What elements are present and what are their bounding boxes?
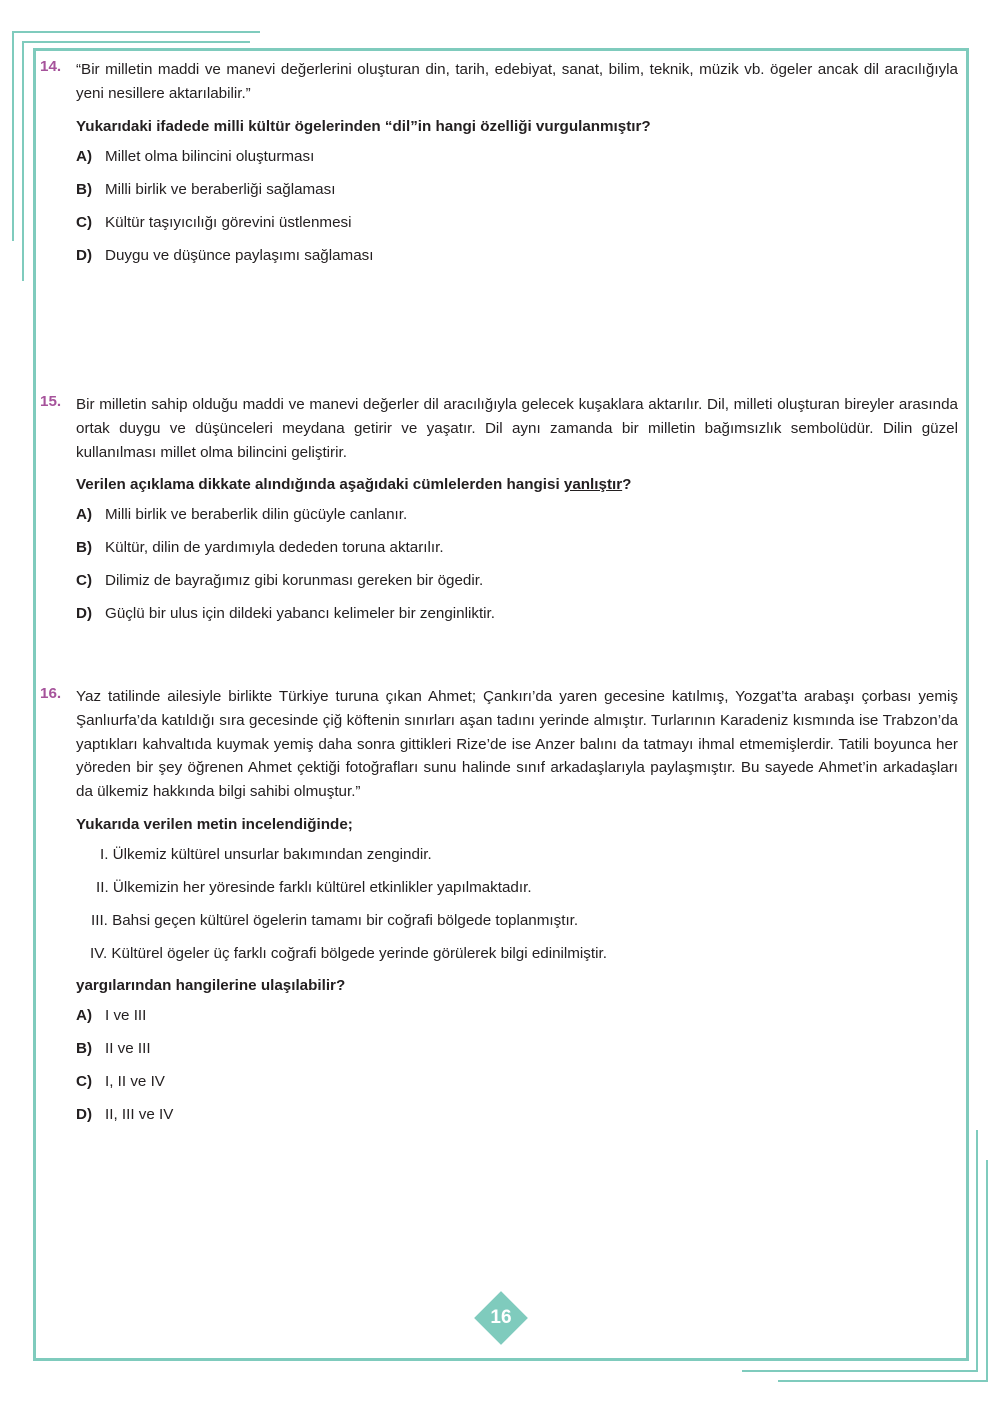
frame-left-outer-1 xyxy=(12,31,14,241)
option-text: Millet olma bilincini oluşturması xyxy=(105,147,315,165)
option-letter: C) xyxy=(76,213,93,231)
question-number: 16. xyxy=(40,685,62,702)
frame-left-line-main xyxy=(33,48,36,1361)
frame-right-line-main xyxy=(966,48,969,1361)
option-letter: D) xyxy=(76,246,93,264)
option-a[interactable] xyxy=(76,140,958,173)
question-prompt-2: yargılarından hangilerine ulaşılabilir? xyxy=(76,976,346,994)
option-text: Güçlü bir ulus için dildeki yabancı kelimeler bir zenginliktir. xyxy=(105,605,495,623)
prompt-text: Verilen açıklama dikkate alındığında aşağıdaki cümlelerden hangisi xyxy=(76,476,564,494)
question-prompt: Yukarıda verilen metin incelendiğinde; xyxy=(76,815,353,833)
frame-right-outer-2 xyxy=(986,1160,988,1382)
option-text: Dilimiz de bayrağımız gibi korunması gereken bir ögedir. xyxy=(105,572,484,590)
frame-bottom-line-main xyxy=(33,1358,969,1361)
option-text: I, II ve IV xyxy=(105,1072,165,1090)
option-b[interactable] xyxy=(76,531,958,564)
frame-top-line-main xyxy=(33,48,969,51)
question-number: 15. xyxy=(40,393,62,410)
option-letter: B) xyxy=(76,1039,93,1057)
statements-list xyxy=(76,838,958,970)
options-list xyxy=(76,999,958,1131)
option-text: Kültür, dilin de yardımıyla dededen toruna aktarılır. xyxy=(105,539,444,557)
option-letter: C) xyxy=(76,1072,93,1090)
question-stem: “Bir milletin maddi ve manevi değerlerini oluşturan din, tarih, edebiyat, sanat, bilim, teknik, müzik vb. ögeler ancak dil aracılığıyla yeni nesillere aktarılabilir.” xyxy=(76,61,958,102)
option-text: Milli birlik ve beraberliği sağlaması xyxy=(105,180,336,198)
option-a[interactable] xyxy=(76,498,958,531)
option-letter: C) xyxy=(76,572,93,590)
option-letter: D) xyxy=(76,605,93,623)
option-text: II ve III xyxy=(105,1039,151,1057)
question-stem: Bir milletin sahip olduğu maddi ve manevi değerler dil aracılığıyla gelecek kuşaklara aktarılır. Dil, milleti oluşturan bireyler arasında ortak duygu ve düşünceleri meydana getirir ve yaşatır. Dil aynı zamanda bir milletin bağımsızlık sembolüdür. Dilin güzel kullanılması millet olma bilincini geliştirir. xyxy=(76,396,958,461)
question-15 xyxy=(40,393,958,630)
option-c[interactable] xyxy=(76,1065,958,1098)
option-text: Duygu ve düşünce paylaşımı sağlaması xyxy=(105,246,374,264)
option-a[interactable] xyxy=(76,999,958,1032)
question-16 xyxy=(40,685,958,1131)
question-prompt: Yukarıdaki ifadede milli kültür ögelerinden “dil”in hangi özelliği vurgulanmıştır? xyxy=(76,117,651,135)
option-b[interactable] xyxy=(76,173,958,206)
frame-left-outer-2 xyxy=(22,41,24,281)
statement-1: I. Ülkemiz kültürel unsurlar bakımından zengindir. xyxy=(100,845,432,863)
option-text: Kültür taşıyıcılığı görevini üstlenmesi xyxy=(105,213,352,231)
option-letter: A) xyxy=(76,506,93,524)
option-text: I ve III xyxy=(105,1006,147,1024)
statement-2: II. Ülkemizin her yöresinde farklı kültürel etkinlikler yapılmaktadır. xyxy=(96,878,532,896)
option-letter: A) xyxy=(76,147,93,165)
page-number: 16 xyxy=(490,1307,512,1328)
options-list xyxy=(76,498,958,630)
question-prompt xyxy=(76,473,958,496)
option-d[interactable] xyxy=(76,239,958,272)
statement-3: III. Bahsi geçen kültürel ögelerin tamamı bir coğrafi bölgede toplanmıştır. xyxy=(91,911,579,929)
frame-top-outer-1 xyxy=(12,31,260,33)
option-c[interactable] xyxy=(76,206,958,239)
frame-bottom-outer-2 xyxy=(778,1380,988,1382)
option-letter: B) xyxy=(76,180,93,198)
options-list xyxy=(76,140,958,272)
option-text: II, III ve IV xyxy=(105,1105,174,1123)
option-d[interactable] xyxy=(76,1098,958,1131)
statement-4: IV. Kültürel ögeler üç farklı coğrafi bölgede yerinde görülerek bilgi edinilmiştir. xyxy=(90,944,607,962)
option-text: Milli birlik ve beraberlik dilin gücüyle canlanır. xyxy=(105,506,408,524)
option-letter: D) xyxy=(76,1105,93,1123)
option-c[interactable] xyxy=(76,564,958,597)
frame-bottom-outer-1 xyxy=(742,1370,978,1372)
prompt-end: ? xyxy=(622,476,632,494)
option-letter: A) xyxy=(76,1006,93,1024)
frame-right-outer-1 xyxy=(976,1130,978,1372)
option-letter: B) xyxy=(76,539,93,557)
option-d[interactable] xyxy=(76,597,958,630)
question-number: 14. xyxy=(40,58,62,75)
question-14 xyxy=(40,58,958,272)
option-b[interactable] xyxy=(76,1032,958,1065)
question-stem: Yaz tatilinde ailesiyle birlikte Türkiye turuna çıkan Ahmet; Çankırı’da yaren gecesine katılmış, Yozgat’ta arabaşı çorbası yemiş Şanlıurfa’da katıldığı sıra gecesinde çiğ köftenin sınırları aşan tadını yerinde almıştır. Turlarının Karadeniz kısmında ise Trabzon’da yaptıkları kahvaltıda kuymak yemiş daha sonra gittikleri Rize’de ise Anzer balını da tatmayı ihmal etmemişlerdir. Tatili boyunca her yöreden bir şey öğrenen Ahmet çektiği fotoğrafları sunu halinde sınıf arkadaşlarıyla paylaşmıştır. Bu sayede Ahmet’in arkadaşları da ülkemiz hakkında bilgi sahibi olmuştur.” xyxy=(76,688,958,801)
frame-top-outer-2 xyxy=(22,41,250,43)
prompt-underlined-word: yanlıştır xyxy=(563,476,623,494)
